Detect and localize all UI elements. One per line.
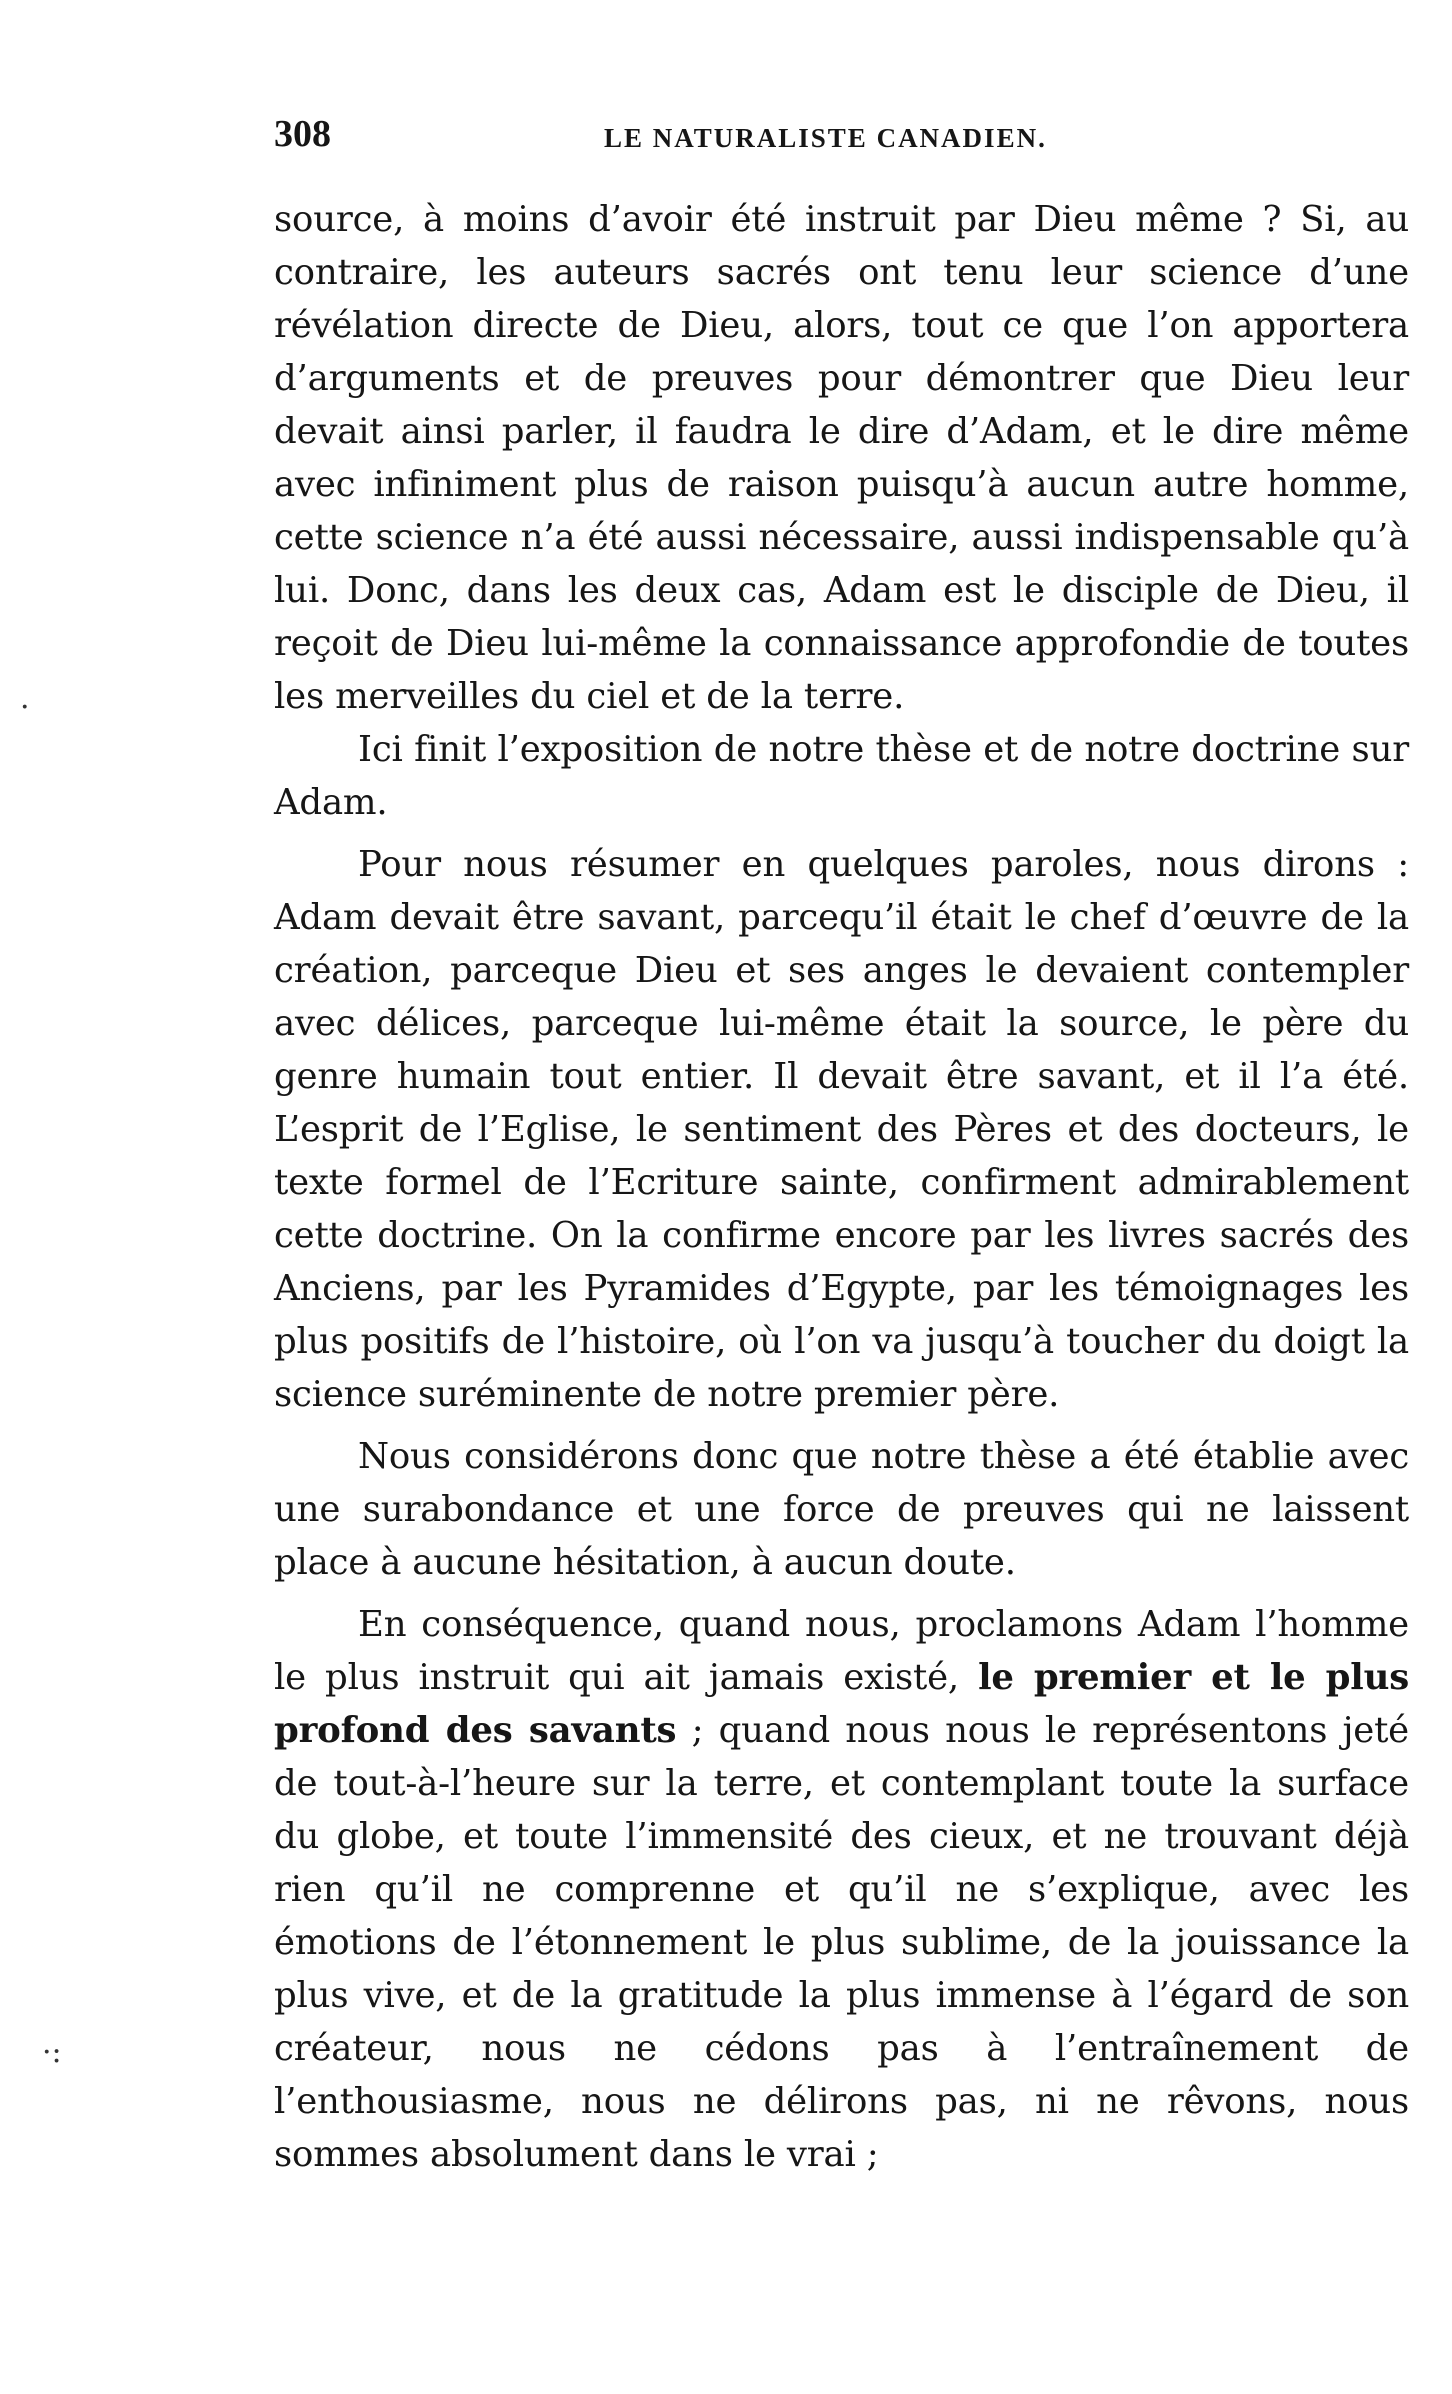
journal-title: LE NATURALISTE CANADIEN. (604, 123, 1047, 153)
paragraph-5-rest: ; quand nous nous le représentons jeté de tout-à-l’heure sur la terre, et contemplant toute la surface du globe, et toute l’immensité des cieux, et ne trouvant déjà rien qu’il ne comprenne et qu’il ne s’explique, avec les émotions de l’étonnement le plus sublime, de la jouissance la plus vive, et de la gratitude la plus immense à l’égard de son créateur, nous ne cédons pas à l’entraînement de l’enthousiasme, nous ne délirons pas, ni ne rêvons, nous sommes absolument dans le vrai ; (274, 1710, 1409, 2175)
running-head (274, 108, 1409, 160)
margin-speck: ·: (42, 2035, 62, 2070)
body-text (274, 193, 1409, 2181)
paragraph-3: Pour nous résumer en quelques paroles, nous dirons : Adam devait être savant, parcequ’il était le chef d’œuvre de la création, parceque Dieu et ses anges le devaient contempler avec délices, parceque lui-même était la source, le père du genre humain tout entier. Il devait être savant, et il l’a été. L’esprit de l’Eglise, le sentiment des Pères et des docteurs, le texte formel de l’Ecriture sainte, confirment admirablement cette doctrine. On la confirme encore par les livres sacrés des Anciens, par les Pyramides d’Egypte, par les témoignages les plus positifs de l’histoire, où l’on va jusqu’à toucher du doigt la science suréminente de notre premier père. (274, 844, 1409, 1415)
paragraph-5 (274, 1598, 1409, 2181)
page-number: 308 (274, 113, 331, 155)
paragraph-1: source, à moins d’avoir été instruit par Dieu même ? Si, au contraire, les auteurs sacrés ont tenu leur science d’une révélation directe de Dieu, alors, tout ce que l’on apportera d’arguments et de preuves pour démontrer que Dieu leur devait ainsi parler, il faudra le dire d’Adam, et le dire même avec infiniment plus de raison puisqu’à aucun autre homme, cette science n’a été aussi nécessaire, aussi indispensable qu’à lui. Donc, dans les deux cas, Adam est le disciple de Dieu, il reçoit de Dieu lui-même la connaissance approfondie de toutes les merveilles du ciel et de la terre. (274, 199, 1409, 717)
paragraph-4: Nous considérons donc que notre thèse a été établie avec une surabondance et une force de preuves qui ne laissent place à aucune hésitation, à aucun doute. (274, 1436, 1409, 1583)
bold-emphasis: le premier et le plus profond des savants (274, 1657, 1409, 1751)
paragraph-5-lead: En conséquence, quand nous, proclamons Adam l’homme le plus instruit qui ait jamais existé, (274, 1604, 1409, 1698)
margin-speck: · (20, 690, 30, 725)
paragraph-2: Ici finit l’exposition de notre thèse et de notre doctrine sur Adam. (274, 729, 1409, 823)
